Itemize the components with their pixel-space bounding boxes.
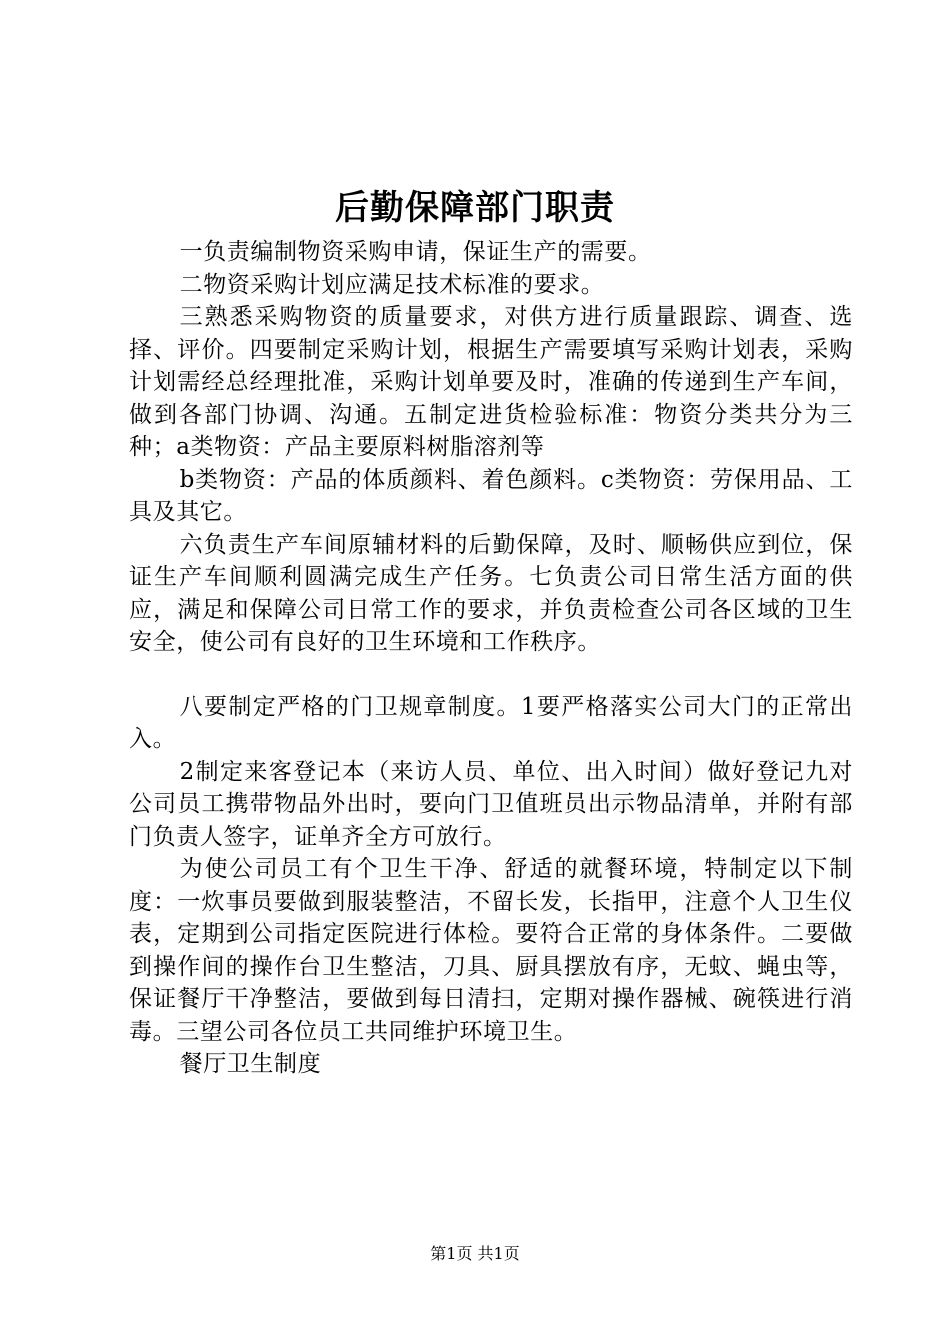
paragraph-9: 餐厅卫生制度 [179,1051,322,1077]
paragraph-2: 二物资采购计划应满足技术标准的要求。 [179,271,605,298]
paragraph-1: 一负责编制物资采购申请，保证生产的需要。 [179,239,652,265]
page-footer: 第1页 共1页 [430,1244,520,1263]
paragraph-3: 三熟悉采购物资的质量要求，对供方进行质量跟踪、调查、选择、评价。四要制定采购计划，根据生产需要填写采购计划表，采购计划需经总经理批准，采购计划单要及时，准确的传递到生产车间，做到各部门协调、沟通。五制定进货检验标准：物资分类共分为三种；a类物资：产品主要原料树脂溶剂等 [129,304,853,460]
paragraph-4: b类物资：产品的体质颜料、着色颜料。c类物资：劳保用品、工具及其它。 [129,466,853,525]
document-title: 后勤保障部门职责 [335,188,615,228]
paragraph-7: 2制定来客登记本（来访人员、单位、出入时间）做好登记九对公司员工携带物品外出时，要向门卫值班员出示物品清单，并附有部门负责人签字，证单齐全方可放行。 [129,758,853,850]
paragraph-8: 为使公司员工有个卫生干净、舒适的就餐环境，特制定以下制度：一炊事员要做到服装整洁，不留长发，长指甲，注意个人卫生仪表，定期到公司指定医院进行体检。要符合正常的身体条件。二要做到操作间的操作台卫生整洁，刀具、厨具摆放有序，无蚊、蝇虫等，保证餐厅干净整洁，要做到每日清扫，定期对操作器械、碗筷进行消毒。三望公司各位员工共同维护环境卫生。 [129,856,853,1045]
paragraph-5: 六负责生产车间原辅材料的后勤保障，及时、顺畅供应到位，保证生产车间顺利圆满完成生产任务。七负责公司日常生活方面的供应，满足和保障公司日常工作的要求，并负责检查公司各区域的卫生安全，使公司有良好的卫生环境和工作秩序。 [129,531,853,655]
document-body [129,236,853,1081]
paragraph-6: 八要制定严格的门卫规章制度。1要严格落实公司大门的正常出入。 [129,693,853,752]
